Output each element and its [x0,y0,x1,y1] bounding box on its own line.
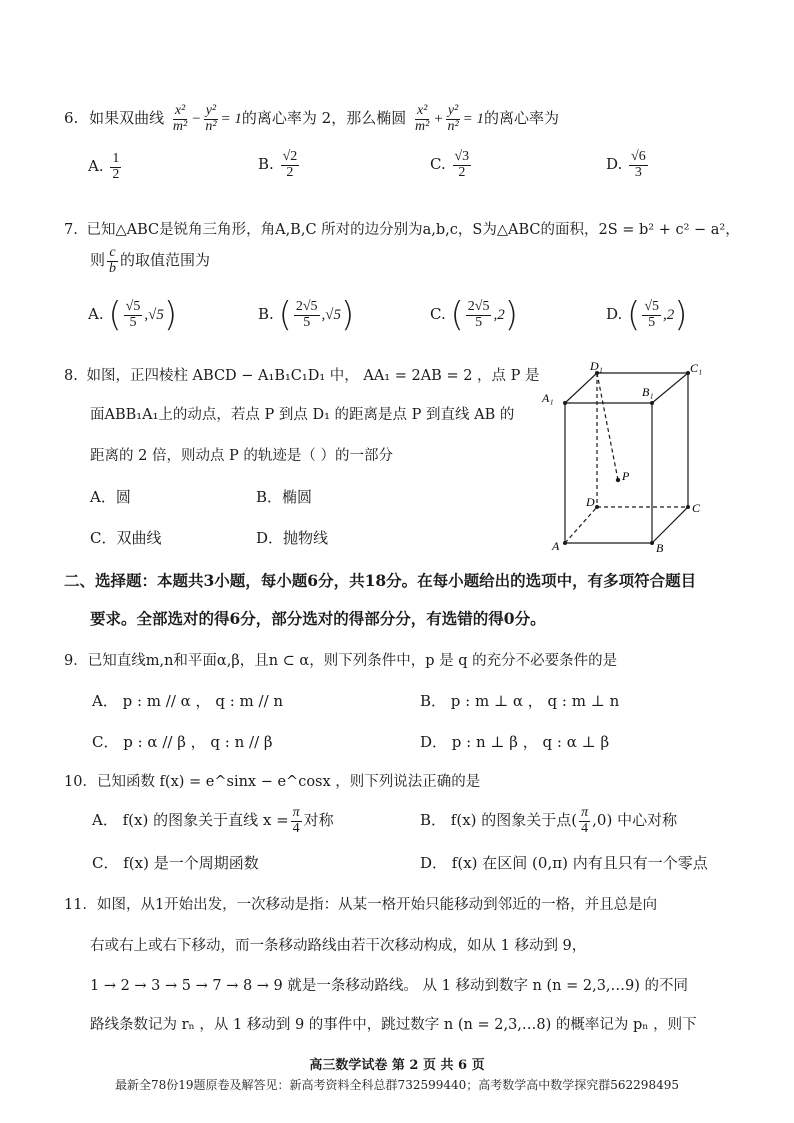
q8-stem-line3: 距离的 2 倍，则动点 P 的轨迹是（ ）的一部分 [90,448,394,464]
q9-option-c: C． p : α // β ， q : n // β [92,733,273,751]
q6-option-a: A. $\frac{1}{2}$ [88,151,120,182]
label-b: B [656,541,664,555]
prism-figure [540,360,720,560]
q9-option-d: D． p : n ⊥ β ， q : α ⊥ β [420,733,610,751]
q6-option-d: D. $\frac{√6}{3}$ [606,149,646,180]
label-p: P [622,469,630,483]
q10-option-b: B． f(x) 的图象关于点( $\frac{\pi}{4}$ ,0) 中心对称 [420,805,678,836]
q6-stem: 6. 如果双曲线 $\frac{\text{x²}}{\text{m²}}$ − $\frac{\text{y²}}{\text{n²}}$ = 1的离心率为 2，那么椭圆 $\frac{\text{x²}}{\text{m²}}$ + $\frac{\text{y²}}{\text{n²}}$ = 1的离心率为 [64,103,560,134]
label-c1: C₁ [690,361,703,375]
q11-line2: 右或右上或右下移动，而一条移动路线由若干次移动构成，如从 1 移动到 9， [90,938,587,954]
q7-option-d: D. ( $\frac{√5}{5}$ ,2) [606,295,688,335]
q9-stem: 9．已知直线m,n和平面α,β，且n ⊂ α，则下列条件中，p 是 q 的充分不必要条件的是 [64,653,618,669]
page-footer: 高三数学试卷 第 2 页 共 6 页 [309,1058,485,1073]
label-a1: A₁ [542,391,554,405]
q7-option-c: C. ( $\frac{2√5}{5}$ ,2) [430,295,518,335]
q8-stem-line1: 8. 如图，正四棱柱 ABCD − A₁B₁C₁D₁ 中， AA₁ = 2AB = 2 ，点 P 是 [64,368,540,384]
q10-option-c: C． f(x) 是一个周期函数 [92,854,259,872]
q10-option-a: A． f(x) 的图象关于直线 x = $\frac{\pi}{4}$ 对称 [92,805,334,836]
q7-option-b: B. ( $\frac{2√5}{5}$ ,√5) [258,295,355,335]
q9-option-a: A． p : m // α ， q : m // n [92,692,284,710]
bottom-note: 最新全78份19题原卷及解答见：新高考资料全科总群732599440；高考数学高中数学探究群562298495 [115,1078,679,1092]
q6-option-b: B. $\frac{√2}{2}$ [258,149,298,180]
section2-heading-line1: 二、选择题：本题共3小题，每小题6分，共18分。在每小题给出的选项中，有多项符合题目 [64,571,697,590]
hyperbola-x-frac: $\frac{\text{x²}}{\text{m²}}$ [172,103,188,134]
q8-option-d: D．抛物线 [256,529,329,547]
q7-stem-line2: 则 $\frac{c}{b}$ 的取值范围为 [90,245,211,276]
label-d: D [586,495,595,509]
label-d1: D₁ [590,360,603,373]
label-b1: B₁ [642,385,654,399]
q8-stem-line2: 面ABB₁A₁上的动点，若点 P 到点 D₁ 的距离是点 P 到直线 AB 的 [90,407,515,423]
q11-line1: 11．如图，从1开始出发，一次移动是指：从某一格开始只能移动到邻近的一格，并且总是向 [64,897,658,913]
q10-stem: 10．已知函数 f(x) = e^sinx − e^cosx ，则下列说法正确的是 [64,774,481,790]
q10-option-d: D． f(x) 在区间 (0,π) 内有且只有一个零点 [420,854,708,872]
q11-line4: 路线条数记为 rₙ ，从 1 移动到 9 的事件中，跳过数字 n (n = 2,3,…8) 的概率记为 pₙ ，则下 [90,1017,697,1033]
q7-option-a: A. ( $\frac{√5}{5}$ ,√5) [88,295,178,335]
hyperbola-y-frac: $\frac{\text{y²}}{\text{n²}}$ [205,103,217,134]
q8-option-c: C．双曲线 [90,529,162,547]
label-a: A [552,539,560,553]
q9-option-b: B． p : m ⊥ α ， q : m ⊥ n [420,692,620,710]
q8-option-a: A．圆 [90,488,131,506]
label-c: C [692,501,701,515]
ellipse-y-frac: $\frac{\text{y²}}{\text{n²}}$ [447,103,459,134]
ellipse-x-frac: $\frac{\text{x²}}{\text{m²}}$ [415,103,430,134]
q7-stem-line1: 7. 已知△ABC是锐角三角形，角A,B,C 所对的边分别为a,b,c，S为△ABC的面积，2S = b² + c² − a²， [64,222,740,238]
q11-line3: 1 → 2 → 3 → 5 → 7 → 8 → 9 就是一条移动路线。 从 1 移动到数字 n (n = 2,3,…9) 的不同 [90,978,689,994]
q8-option-b: B．椭圆 [256,488,313,506]
q6-option-c: C. $\frac{√3}{2}$ [430,149,470,180]
section2-heading-line2: 要求。全部选对的得6分，部分选对的得部分分，有选错的得0分。 [90,609,546,628]
